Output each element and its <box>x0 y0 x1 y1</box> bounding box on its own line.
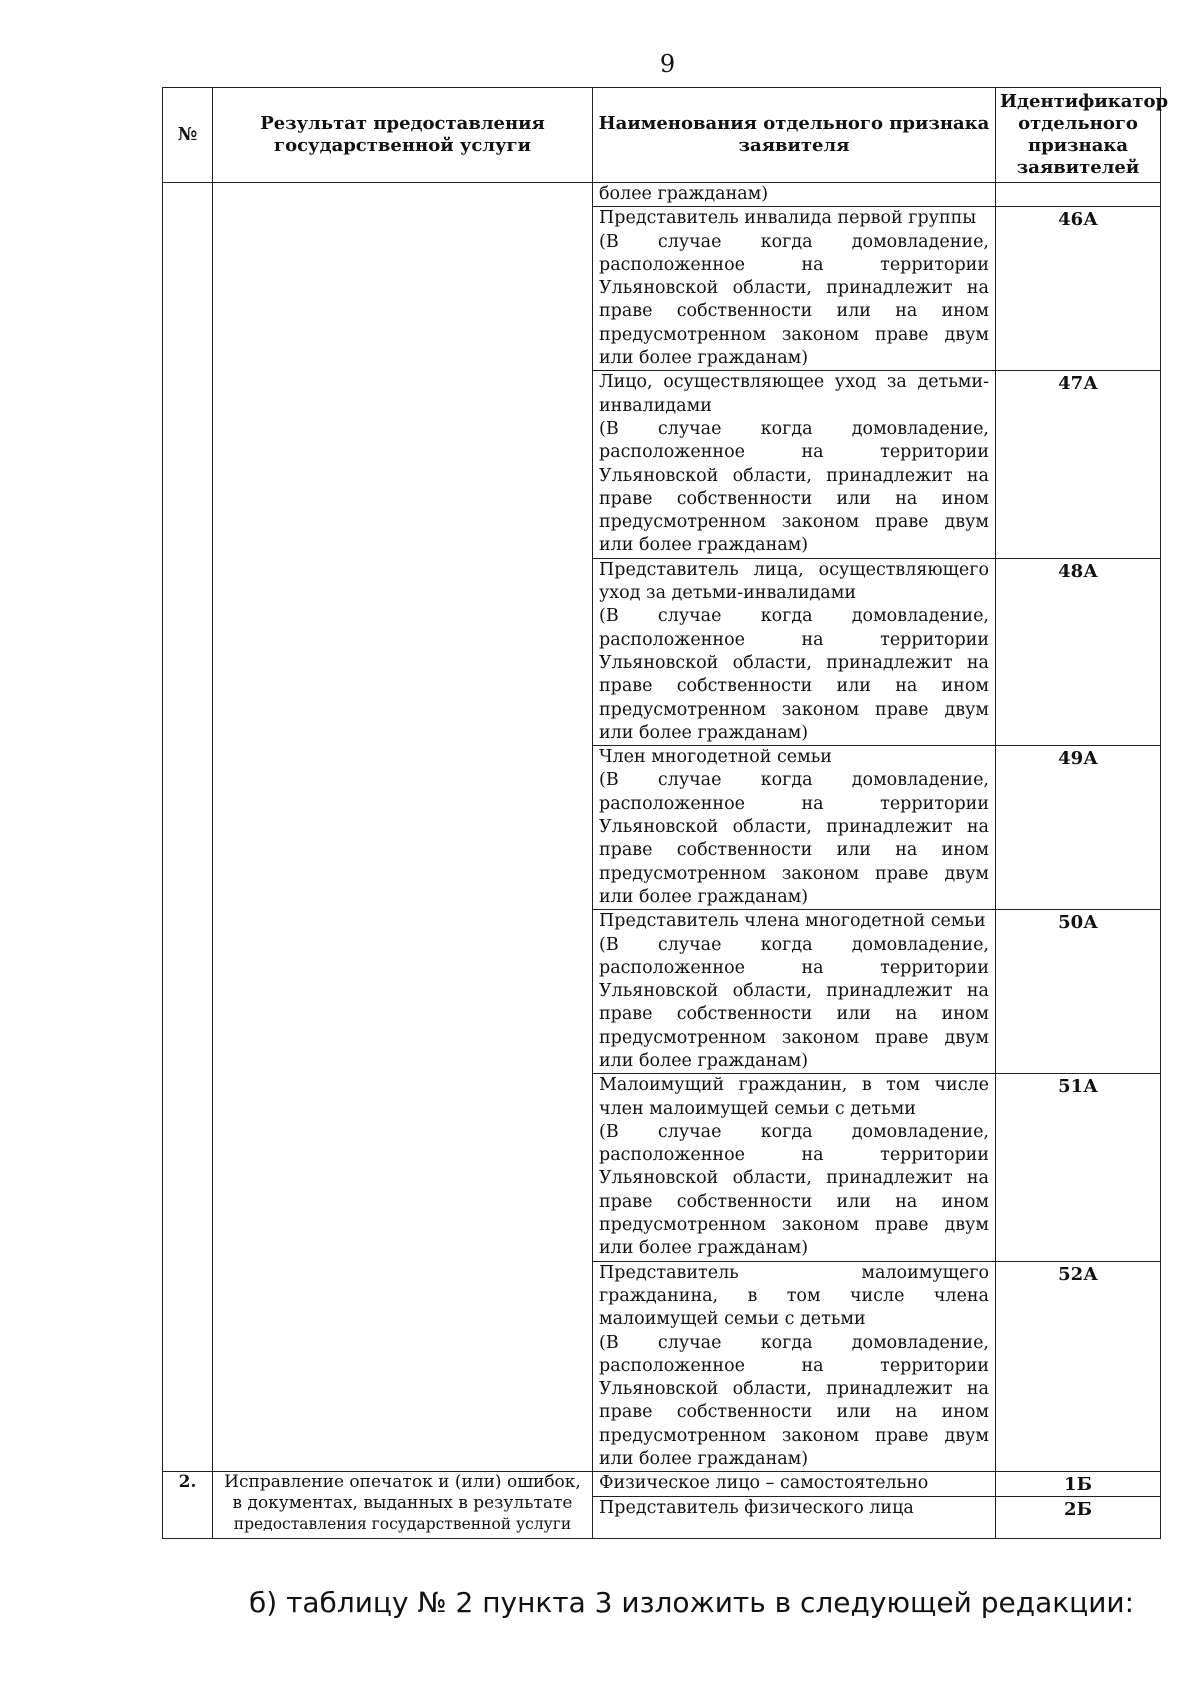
table-row <box>163 183 1161 207</box>
sign-cell <box>593 1074 996 1261</box>
sign-cell <box>593 910 996 1074</box>
sign-title: Малоимущий гражданин, в том числе член малоимущей семьи с детьми <box>599 1075 989 1119</box>
section-result-text: Исправление опечаток и (или) ошибок, в документах, выданных в результате <box>224 1472 581 1514</box>
continuation-text: более гражданам) <box>599 184 769 204</box>
sign-note: (В случае когда домовладение, расположенное на территории Ульяновской области, принадлежит на праве собственности или на ином предусмотренном законом праве двум или более гражданам) <box>599 231 989 369</box>
continuation-id-cell <box>996 183 1161 207</box>
cell-number-empty <box>163 183 213 1472</box>
sign-note: (В случае когда домовладение, расположенное на территории Ульяновской области, принадлежит на праве собственности или на ином предусмотренном законом праве двум или более гражданам) <box>599 770 989 907</box>
instruction-paragraph: б) таблицу № 2 пункта 3 изложить в следующей редакции: <box>249 1586 1135 1619</box>
sign-identifier: 49А <box>996 746 1161 910</box>
sign-title: Член многодетной семьи <box>599 747 832 768</box>
sign-cell <box>593 558 996 745</box>
table-header-row <box>163 88 1161 183</box>
header-number: № <box>163 88 213 183</box>
header-identifier: Идентификатор отдельного признака заявителей <box>996 88 1161 183</box>
sign-title: Представитель малоимущего гражданина, в том числе члена малоимущей семьи с детьми <box>599 1262 989 1330</box>
sign-identifier: 50А <box>996 910 1161 1074</box>
sign-identifier: 48А <box>996 558 1161 745</box>
applicant-signs-table <box>162 87 1169 1539</box>
sign-title: Представитель инвалида первой группы <box>599 208 977 229</box>
sign-identifier: 46А <box>996 207 1161 371</box>
sign-title: Представитель члена многодетной семьи <box>599 911 986 932</box>
sign-cell <box>593 746 996 910</box>
section-result-text-end: предоставления государственной услуги <box>233 1515 572 1534</box>
sign-cell <box>593 371 996 558</box>
sign-identifier: 47А <box>996 371 1161 558</box>
sign-note: (В случае когда домовладение, расположенное на территории Ульяновской области, принадлежит на праве собственности или на ином предусмотренном законом праве двум или более гражданам) <box>599 1332 989 1470</box>
sign-cell <box>593 1472 996 1496</box>
sign-identifier: 2Б <box>996 1496 1161 1538</box>
continuation-cell <box>593 183 996 207</box>
section-number: 2. <box>163 1472 213 1538</box>
sign-cell <box>593 207 996 371</box>
sign-note: (В случае когда домовладение, расположенное на территории Ульяновской области, принадлежит на праве собственности или на ином предусмотренном законом праве двум или более гражданам) <box>599 606 989 743</box>
header-sign-name: Наименования отдельного признака заявителя <box>593 88 996 183</box>
page-number: 9 <box>659 50 676 78</box>
sign-cell <box>593 1261 996 1472</box>
sign-note: (В случае когда домовладение, расположенное на территории Ульяновской области, принадлежит на праве собственности или на ином предусмотренном законом праве двум или более гражданам) <box>599 1121 989 1259</box>
sign-title: Физическое лицо – самостоятельно <box>599 1473 929 1494</box>
section-result <box>213 1472 593 1538</box>
sign-title: Представитель лица, осуществляющего уход за детьми-инвалидами <box>599 559 989 604</box>
sign-note: (В случае когда домовладение, расположенное на территории Ульяновской области, принадлежит на праве собственности или на ином предусмотренном законом праве двум или более гражданам) <box>599 934 989 1071</box>
header-result: Результат предоставления государственной услуги <box>213 88 593 183</box>
table-row <box>163 1472 1161 1496</box>
sign-identifier: 51А <box>996 1074 1161 1261</box>
sign-cell <box>593 1496 996 1538</box>
cell-result-empty <box>213 183 593 1472</box>
sign-identifier: 1Б <box>996 1472 1161 1496</box>
sign-title: Представитель физического лица <box>599 1497 914 1518</box>
sign-identifier: 52А <box>996 1261 1161 1472</box>
sign-title: Лицо, осуществляющее уход за детьми-инвалидами <box>599 372 989 416</box>
sign-note: (В случае когда домовладение, расположенное на территории Ульяновской области, принадлежит на праве собственности или на ином предусмотренном законом праве двум или более гражданам) <box>599 418 989 556</box>
